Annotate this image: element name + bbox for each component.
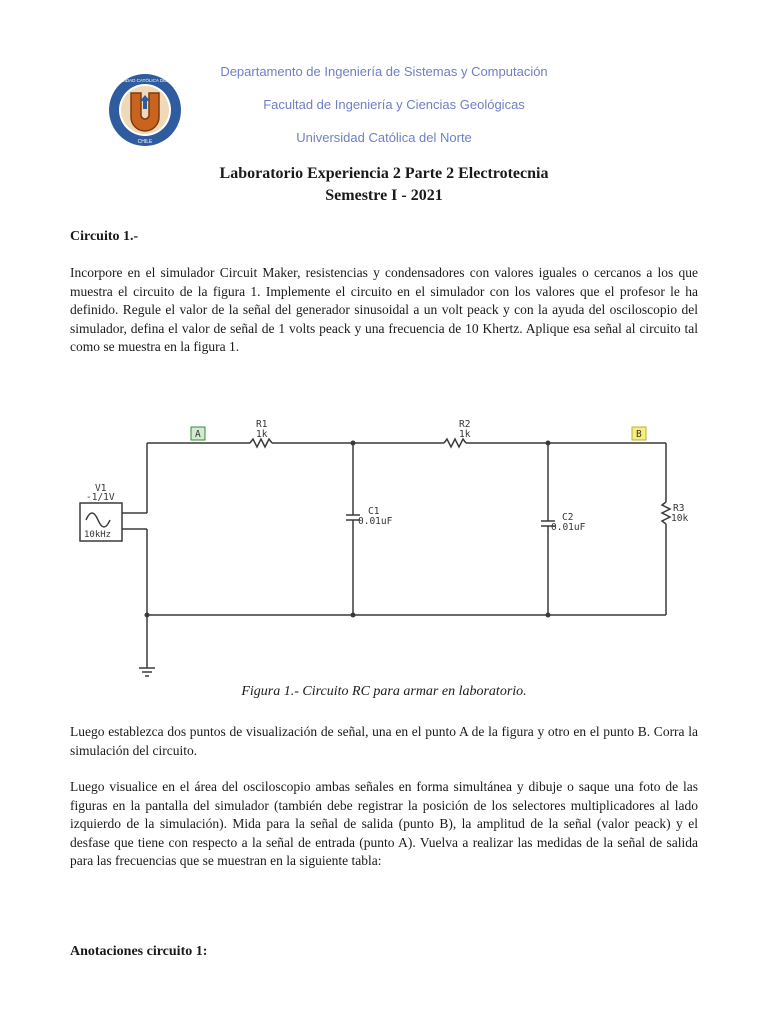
r1-value: 1k	[256, 429, 268, 440]
point-a-label: A	[195, 429, 201, 440]
c1-name: C1	[368, 506, 380, 517]
r3-value: 10k	[671, 513, 689, 524]
paragraph-signal-points: Luego establezca dos puntos de visualización de señal, una en el punto A de la figura y otro en el punto B. Corra la simulación del circuito.	[70, 724, 698, 758]
circuit-diagram	[70, 400, 710, 690]
v1-value: -1/1V	[86, 492, 115, 503]
c1-value: 0.01uF	[358, 516, 393, 527]
logo-ring-text: UNIVERSIDAD CATÓLICA DEL NORTE	[108, 78, 182, 83]
r2-name: R2	[459, 419, 471, 430]
c2-value: 0.01uF	[551, 522, 586, 533]
v1-frequency: 10kHz	[84, 530, 112, 540]
r1-name: R1	[256, 419, 268, 430]
faculty-name: Facultad de Ingeniería y Ciencias Geológicas	[263, 97, 525, 112]
point-b-label: B	[636, 429, 642, 440]
intro-paragraph: Incorpore en el simulador Circuit Maker, resistencias y condensadores con valores iguales o cercanos a los que muestra el circuito de la figura 1. Implemente el circuito en el simulador con los valores que el profesor le ha definido. Regule el valor de la señal del generador sinusoidal a un volt peack y con la ayuda del osciloscopio del simulador, defina el valor de señal de 1 volts peack y una frecuencia de 10 Khertz. Aplique esa señal al circuito tal como se muestra en la figura 1.	[70, 265, 698, 354]
document-subtitle: Semestre I - 2021	[325, 187, 443, 204]
logo-country: CHILE	[137, 139, 153, 145]
university-name: Universidad Católica del Norte	[296, 130, 472, 145]
v1-name: V1	[95, 483, 107, 494]
figure-caption: Figura 1.- Circuito RC para armar en laboratorio.	[241, 684, 527, 699]
annotations-heading: Anotaciones circuito 1:	[70, 944, 208, 959]
c2-name: C2	[562, 512, 574, 523]
paragraph-oscilloscope: Luego visualice en el área del osciloscopio ambas señales en forma simultánea y dibuje o saque una foto de las figuras en la pantalla del simulador (también debe registrar la posición de los selectores multiplicadores al lado izquierdo de la simulación). Mida para la señal de salida (punto B), la amplitud de la señal (valor peack) y el desfase que tiene con respecto a la señal de entrada (punto A). Vuelva a realizar las medidas de la señal de salida para las frecuencias que se muestran en la siguiente tabla:	[70, 779, 698, 868]
department-name: Departamento de Ingeniería de Sistemas y Computación	[220, 64, 548, 79]
r2-value: 1k	[459, 429, 471, 440]
section-heading-circuit-1: Circuito 1.-	[70, 229, 139, 244]
r3-name: R3	[673, 503, 685, 514]
document-title: Laboratorio Experiencia 2 Parte 2 Electrotecnia	[219, 165, 549, 182]
